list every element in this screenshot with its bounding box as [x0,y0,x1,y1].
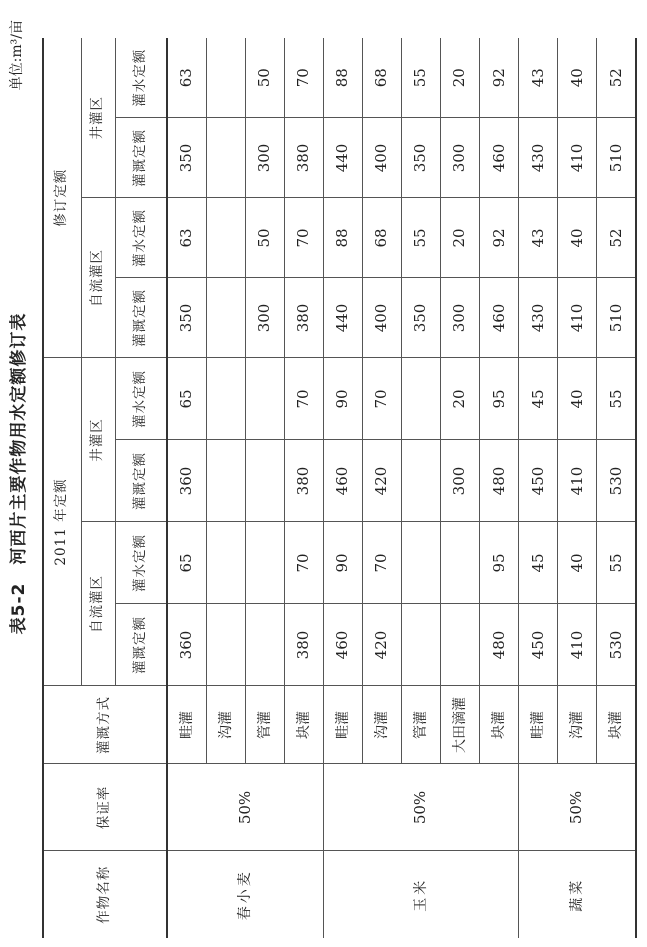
value-cell: 300 [245,118,284,198]
crop-cell: 春小麦 [167,851,323,938]
table-title: 表5-2 河西片主要作物用水定额修订表 [9,312,29,635]
value-cell [401,522,440,604]
value-cell: 380 [284,278,323,358]
value-cell: 400 [362,278,401,358]
value-cell: 68 [362,198,401,278]
rate-cell: 50% [323,764,518,851]
value-cell: 63 [167,38,206,118]
value-cell: 20 [441,358,480,440]
value-cell: 50 [245,38,284,118]
value-cell [206,198,245,278]
header-revised: 修订定额 [43,38,81,358]
value-cell: 90 [323,522,362,604]
value-cell: 88 [323,198,362,278]
value-cell: 410 [558,118,597,198]
rate-cell: 50% [167,764,323,851]
header-irrigation-quota: 灌溉定额 [115,604,167,686]
method-cell: 沟灌 [362,686,401,764]
value-cell: 350 [167,278,206,358]
header-water-quota: 灌水定额 [115,198,167,278]
value-cell: 68 [362,38,401,118]
value-cell: 350 [401,278,440,358]
header-water-quota: 灌水定额 [115,522,167,604]
value-cell [206,38,245,118]
method-cell: 畦灌 [519,686,558,764]
quota-table-container [42,38,637,938]
value-cell: 300 [441,118,480,198]
value-cell: 440 [323,118,362,198]
header-2011: 2011 年定额 [43,358,81,686]
value-cell: 440 [323,278,362,358]
value-cell: 55 [597,358,636,440]
table-header [43,38,167,938]
value-cell: 510 [597,118,636,198]
value-cell: 430 [519,278,558,358]
method-cell: 畦灌 [323,686,362,764]
value-cell [245,440,284,522]
value-cell: 530 [597,440,636,522]
value-cell: 95 [480,522,519,604]
header-rate: 保证率 [43,764,167,851]
header-revised-well: 井灌区 [81,38,115,198]
value-cell: 510 [597,278,636,358]
value-cell: 460 [323,440,362,522]
rate-cell: 50% [519,764,636,851]
method-cell: 管灌 [401,686,440,764]
value-cell: 300 [441,440,480,522]
value-cell: 420 [362,604,401,686]
value-cell [206,358,245,440]
header-revised-gravity: 自流灌区 [81,198,115,358]
value-cell [441,522,480,604]
value-cell [245,604,284,686]
value-cell: 460 [480,118,519,198]
value-cell: 480 [480,604,519,686]
quota-table [42,38,637,938]
method-cell: 大田滴灌 [441,686,480,764]
value-cell: 55 [401,198,440,278]
value-cell: 40 [558,38,597,118]
unit-label: 单位:m³/亩 [9,20,25,91]
method-cell: 管灌 [245,686,284,764]
value-cell: 530 [597,604,636,686]
value-cell: 460 [480,278,519,358]
value-cell: 40 [558,198,597,278]
crop-cell: 玉米 [323,851,518,938]
value-cell: 400 [362,118,401,198]
value-cell: 88 [323,38,362,118]
value-cell: 420 [362,440,401,522]
table-row [167,38,206,938]
header-crop: 作物名称 [43,851,167,938]
value-cell: 55 [597,522,636,604]
value-cell: 410 [558,440,597,522]
value-cell: 40 [558,358,597,440]
value-cell: 360 [167,440,206,522]
header-2011-gravity: 自流灌区 [81,522,115,686]
method-cell: 块灌 [480,686,519,764]
value-cell: 50 [245,198,284,278]
header-irrigation-quota: 灌溉定额 [115,440,167,522]
value-cell: 43 [519,38,558,118]
value-cell: 70 [362,358,401,440]
value-cell: 70 [284,198,323,278]
value-cell: 70 [362,522,401,604]
crop-cell: 蔬菜 [519,851,636,938]
value-cell: 63 [167,198,206,278]
value-cell: 52 [597,198,636,278]
header-irrigation-quota: 灌溉定额 [115,118,167,198]
value-cell: 380 [284,118,323,198]
value-cell [206,440,245,522]
value-cell: 92 [480,38,519,118]
value-cell: 300 [441,278,480,358]
value-cell: 95 [480,358,519,440]
value-cell: 350 [401,118,440,198]
header-irrigation-quota: 灌溉定额 [115,278,167,358]
value-cell [206,522,245,604]
value-cell: 300 [245,278,284,358]
value-cell: 70 [284,358,323,440]
header-2011-well: 井灌区 [81,358,115,522]
value-cell [206,604,245,686]
value-cell [441,604,480,686]
value-cell: 65 [167,358,206,440]
value-cell: 92 [480,198,519,278]
value-cell [245,358,284,440]
value-cell: 20 [441,38,480,118]
value-cell: 43 [519,198,558,278]
value-cell: 20 [441,198,480,278]
value-cell: 430 [519,118,558,198]
value-cell [401,604,440,686]
value-cell: 40 [558,522,597,604]
value-cell: 410 [558,278,597,358]
value-cell: 450 [519,440,558,522]
value-cell: 480 [480,440,519,522]
header-method: 灌溉方式 [43,686,167,764]
value-cell: 450 [519,604,558,686]
method-cell: 沟灌 [558,686,597,764]
value-cell: 55 [401,38,440,118]
table-row [323,38,362,938]
value-cell: 380 [284,604,323,686]
value-cell [206,118,245,198]
value-cell [401,440,440,522]
header-water-quota: 灌水定额 [115,38,167,118]
header-water-quota: 灌水定额 [115,358,167,440]
value-cell [206,278,245,358]
method-cell: 畦灌 [167,686,206,764]
method-cell: 沟灌 [206,686,245,764]
value-cell: 360 [167,604,206,686]
value-cell: 65 [167,522,206,604]
method-cell: 块灌 [284,686,323,764]
value-cell: 460 [323,604,362,686]
value-cell: 380 [284,440,323,522]
value-cell: 350 [167,118,206,198]
table-row [519,38,558,938]
value-cell: 90 [323,358,362,440]
value-cell: 70 [284,38,323,118]
value-cell: 52 [597,38,636,118]
value-cell: 45 [519,522,558,604]
value-cell [245,522,284,604]
caption [0,0,30,947]
value-cell: 45 [519,358,558,440]
value-cell [401,358,440,440]
value-cell: 70 [284,522,323,604]
table-body [167,38,636,938]
method-cell: 块灌 [597,686,636,764]
value-cell: 410 [558,604,597,686]
